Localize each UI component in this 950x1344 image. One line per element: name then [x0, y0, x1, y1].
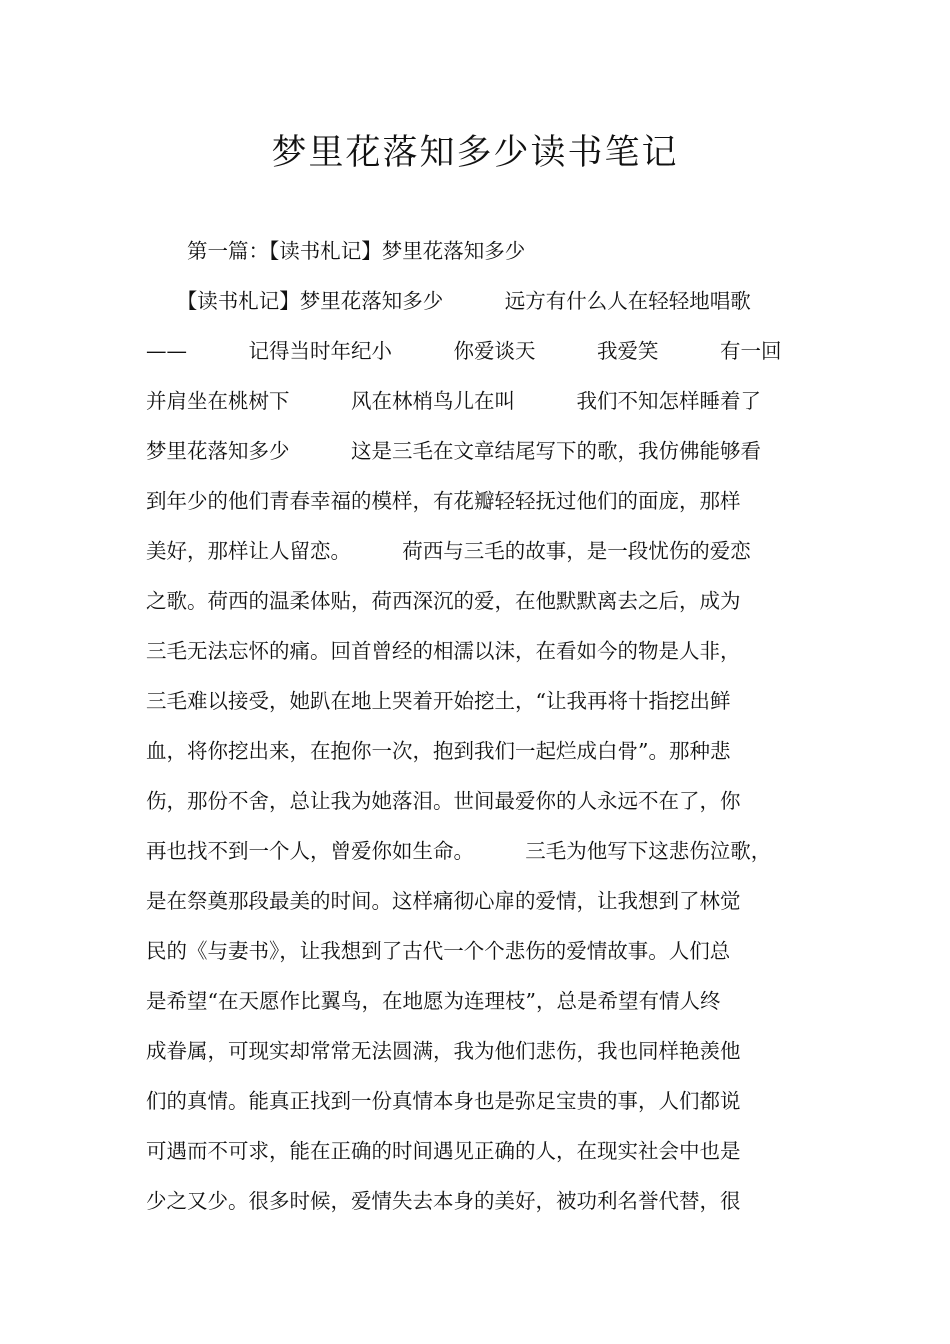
body-line: 民的《与妻书》，让我想到了古代一个个悲伤的爱情故事。人们总 [146, 939, 731, 963]
body-line: —— 记得当时年纪小 你爱谈天 我爱笑 有一回 [146, 339, 782, 363]
body-line: 之歌。荷西的温柔体贴，荷西深沉的爱，在他默默离去之后，成为 [146, 589, 741, 613]
body-line: 【读书札记】梦里花落知多少 远方有什么人在轻轻地唱歌 [146, 289, 751, 313]
document-title: 梦里花落知多少读书笔记 [271, 133, 679, 173]
body-line: 伤，那份不舍，总让我为她落泪。世间最爱你的人永远不在了，你 [146, 789, 741, 813]
body-line: 到年少的他们青春幸福的模样，有花瓣轻轻抚过他们的面庞，那样 [146, 489, 741, 513]
body-line: 三毛难以接受，她趴在地上哭着开始挖土，“让我再将十指挖出鲜 [146, 689, 731, 713]
body-line: 再也找不到一个人，曾爱你如生命。 三毛为他写下这悲伤泣歌， [146, 839, 772, 863]
body-line: 是希望“在天愿作比翼鸟，在地愿为连理枝”，总是希望有情人终 [146, 989, 721, 1013]
body-line: 梦里花落知多少 这是三毛在文章结尾写下的歌，我仿佛能够看 [146, 439, 761, 463]
body-line: 是在祭奠那段最美的时间。这样痛彻心扉的爱情，让我想到了林觉 [146, 889, 741, 913]
body-line: 少之又少。很多时候，爱情失去本身的美好，被功利名誉代替，很 [146, 1189, 741, 1213]
body-line: 美好，那样让人留恋。 荷西与三毛的故事，是一段忧伤的爱恋 [146, 539, 751, 563]
body-line: 可遇而不可求，能在正确的时间遇见正确的人，在现实社会中也是 [146, 1139, 741, 1163]
body-line: 们的真情。能真正找到一份真情本身也是弥足宝贵的事，人们都说 [146, 1089, 741, 1113]
body-line: 三毛无法忘怀的痛。回首曾经的相濡以沫，在看如今的物是人非， [146, 639, 741, 663]
body-line: 成眷属，可现实却常常无法圆满，我为他们悲伤，我也同样艳羡他 [146, 1039, 741, 1063]
body-line: 并肩坐在桃树下 风在林梢鸟儿在叫 我们不知怎样睡着了 [146, 389, 761, 413]
body-line: 第一篇：【读书札记】梦里花落知多少 [146, 239, 526, 263]
body-line: 血，将你挖出来，在抱你一次，抱到我们一起烂成白骨”。那种悲 [146, 739, 731, 763]
